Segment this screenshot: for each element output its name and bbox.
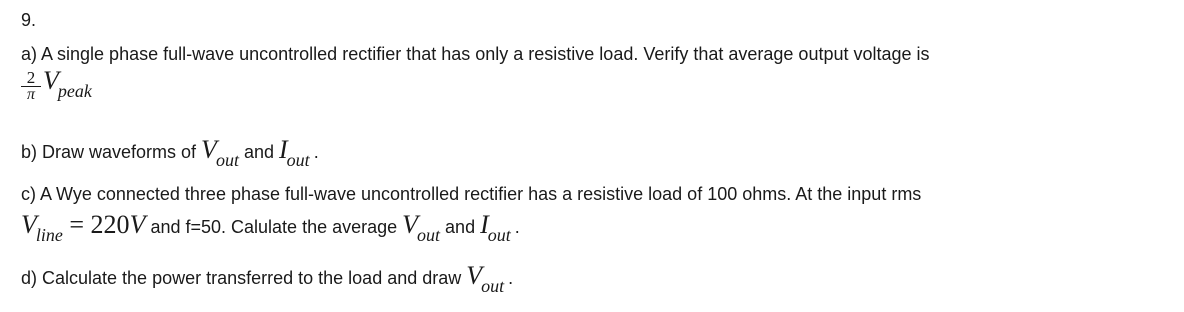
part-b-and: and <box>238 142 279 162</box>
var-vline-sub: line <box>35 225 63 245</box>
equals-220: = 220 <box>62 210 130 239</box>
part-b-line <box>21 135 319 170</box>
var-v-sub-peak: peak <box>57 81 92 101</box>
part-b-prefix: b) Draw waveforms of <box>21 142 202 162</box>
var-iout-sub: out <box>286 150 310 170</box>
unit-v: V <box>129 210 146 239</box>
var-vout: V <box>201 135 217 164</box>
var-vout-sub: out <box>215 150 239 170</box>
part-a-expression <box>43 66 92 101</box>
var-vline: V <box>21 210 37 239</box>
part-a-fraction <box>21 70 41 103</box>
question-number: 9. <box>21 10 37 30</box>
part-a-text: a) A single phase full-wave uncontrolled rectifier that has only a resistive load. Verify that average output voltage is <box>21 44 930 64</box>
part-c-and: and <box>440 217 481 237</box>
part-b-period: . <box>313 142 319 162</box>
part-c-mid: and f=50. Calulate the average <box>145 217 403 237</box>
part-c-period: . <box>514 217 520 237</box>
var-vout-d-sub: out <box>481 276 505 296</box>
part-d-text: d) Calculate the power transferred to the load and draw <box>21 268 467 288</box>
fraction-denominator: π <box>26 86 35 103</box>
var-iout: I <box>279 135 288 164</box>
part-c-line2 <box>21 210 520 245</box>
var-iout-c: I <box>480 210 489 239</box>
var-v: V <box>43 66 59 95</box>
var-iout-c-sub: out <box>487 225 511 245</box>
var-vout-c: V <box>402 210 419 239</box>
part-d-period: . <box>508 268 514 288</box>
part-c-line1: c) A Wye connected three phase full-wave uncontrolled rectifier has a resistive load of 100 ohms. At the input rms <box>21 184 922 204</box>
part-d-line <box>21 261 514 296</box>
var-vout-c-sub: out <box>417 225 441 245</box>
var-vout-d: V <box>466 261 483 290</box>
fraction-numerator: 2 <box>21 70 41 87</box>
